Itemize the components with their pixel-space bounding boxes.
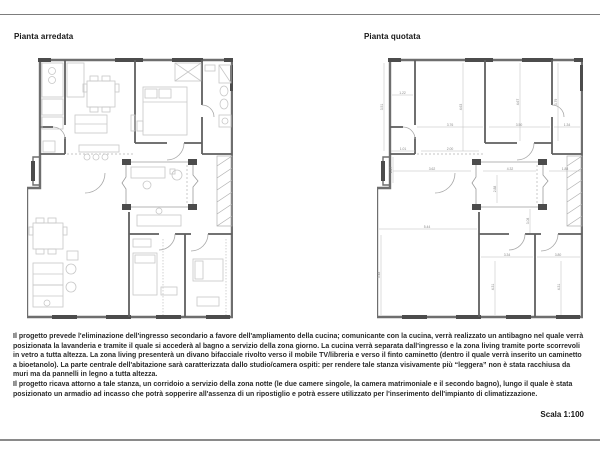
dimension-label: 3.80	[554, 252, 562, 257]
dimension-label: 1.01	[399, 146, 407, 151]
dimension-label: 1.37	[388, 166, 393, 174]
scale-label: Scala 1:100	[540, 410, 584, 419]
top-rule	[0, 14, 600, 15]
dimension-label: 4.31	[490, 283, 495, 291]
dimension-label: 1.34	[563, 122, 571, 127]
project-description	[13, 332, 587, 399]
dimension-label: 2.88	[492, 185, 497, 193]
dimension-label: 4.31	[556, 283, 561, 291]
dimension-lines	[379, 63, 581, 315]
dimension-label: 3.34	[503, 252, 511, 257]
description-paragraph-1: Il progetto prevede l'eliminazione dell'ingresso secondario a favore dell'ampliamento della cucina; comunicante con la cucina, verrà realizzato un antibagno nel quale verrà posizionata la lavanderia e tramite il quale si accederà al bagno a servizio della zona giorno. La cucina verrà separata dall'ingresso e la zona living tramite porte scorrevoli in vetro a tutta altezza. La zona living presenterà un divano bifacciale rivolto verso il mobile TV/libreria e verso il finto caminetto (dentro il quale verrà inserito un caminetto a bioetanolo). La parte centrale dell'abitazione sarà caratterizzata dallo studio/camera ospiti: per rendere tale stanza visivamente più “leggera” non è stata racchiusa da muri ma da pannelli in legno a tutta altezza.	[13, 333, 584, 379]
dimension-label: 1.22	[399, 90, 406, 95]
dimension-label: 5.44	[423, 224, 431, 229]
dimension-label: 3.62	[428, 166, 436, 171]
dimension-label: 4.32	[506, 166, 514, 171]
dimension-label: 4.63	[458, 103, 463, 111]
dimension-label: 1.88	[561, 166, 569, 171]
dimension-label: 4.67	[515, 98, 520, 106]
description-paragraph-2: Il progetto ricava attorno a tale stanza, un corridoio a servizio della zona notte (le due camere singole, la camera matrimoniale e il secondo bagno), lungo il quale è stata posizionato un armadio ad incasso che potrà sopperire all'assenza di un ripostiglio e potrà essere utilizzato per l'inserimento dell'impianto di climatizzazione.	[13, 380, 573, 398]
plan-walls	[377, 60, 583, 317]
dimension-label: 5.48	[377, 271, 381, 279]
dimension-labels	[377, 91, 570, 291]
plan-furniture	[29, 63, 231, 315]
dimension-label: 3.79	[553, 98, 558, 106]
plan-title-quotata: Pianta quotata	[364, 32, 421, 41]
floor-plan-arredata	[27, 57, 233, 319]
floor-plan-quotata	[377, 57, 583, 319]
plan-title-arredata: Pianta arredata	[14, 32, 74, 41]
dimension-label: 3.08	[525, 217, 530, 225]
plan-walls	[27, 60, 233, 317]
dimension-label: 3.51	[379, 103, 384, 111]
dimension-label: 2.00	[446, 146, 454, 151]
dimension-label: 3.50	[515, 122, 523, 127]
dimension-label: 3.76	[446, 122, 454, 127]
bottom-rule	[0, 439, 600, 441]
